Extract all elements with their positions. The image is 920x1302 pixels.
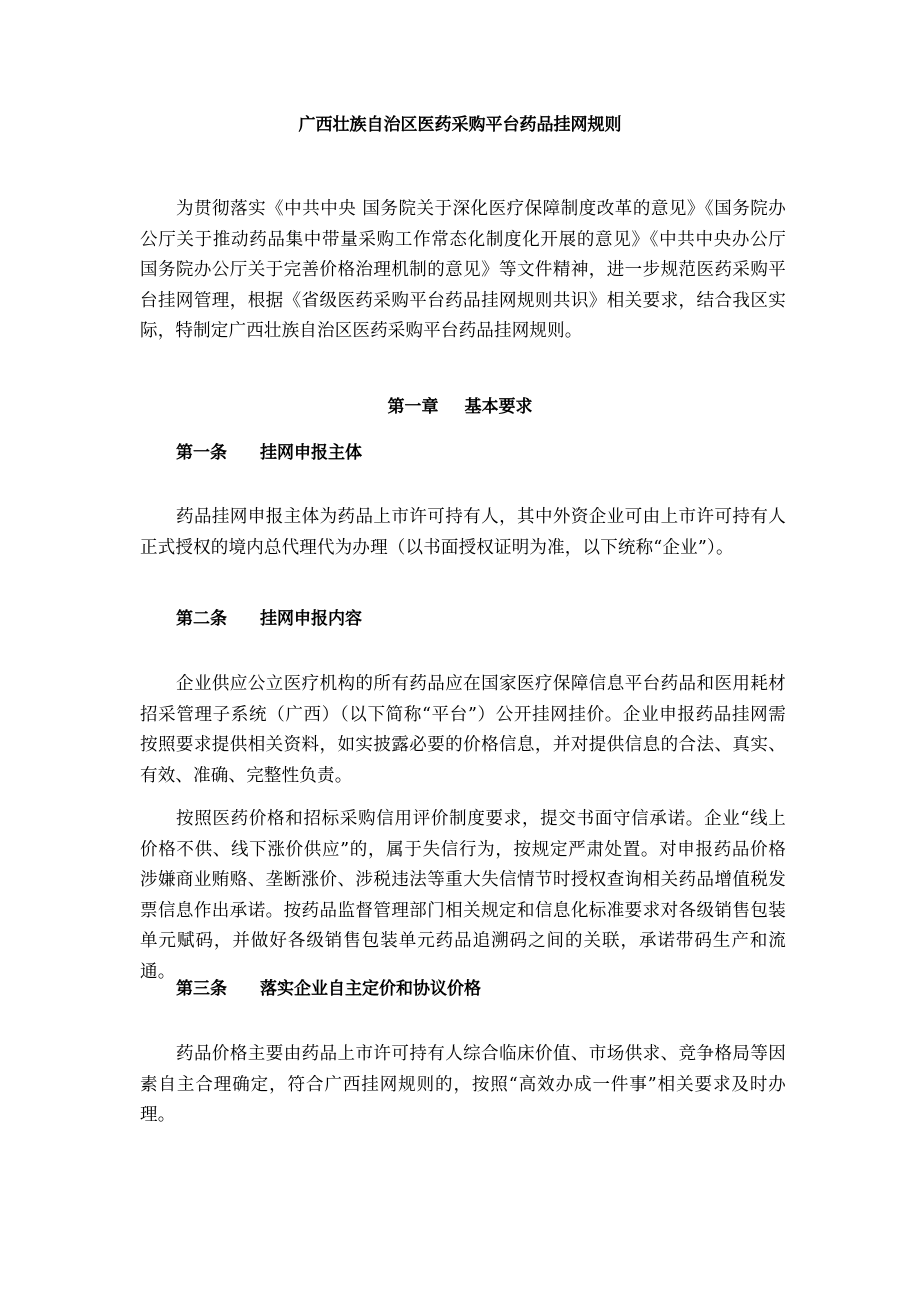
document-title: 广西壮族自治区医药采购平台药品挂网规则 — [298, 115, 622, 135]
article-heading — [176, 976, 776, 1002]
article-number: 第一条 — [176, 443, 227, 463]
article-title: 挂网申报主体 — [260, 443, 362, 463]
preamble-paragraph: 为贯彻落实《中共中央 国务院关于深化医疗保障制度改革的意见》《国务院办公厅关于推动药品集中带量采购工作常态化制度化开展的意见》《中共中央办公厅 国务院办公厅关于完善价格治理机制的意见》等文件精神，进一步规范医药采购平台挂网管理，根据《省级医药采购平台药品挂网规则共识》相关要求，结合我区实际，特制定广西壮族自治区医药采购平台药品挂网规则。 — [140, 199, 804, 341]
article-title: 挂网申报内容 — [260, 609, 362, 629]
article-paragraph: 药品挂网申报主体为药品上市许可持有人，其中外资企业可由上市许可持有人正式授权的境内总代理代为办理（以书面授权证明为准，以下统称“企业”）。 — [140, 507, 786, 558]
article-number: 第二条 — [176, 609, 227, 629]
article-paragraph: 企业供应公立医疗机构的所有药品应在国家医疗保障信息平台药品和医用耗材招采管理子系统（广西）（以下简称“平台”）公开挂网挂价。企业申报药品挂网需按照要求提供相关资料，如实披露必要的价格信息，并对提供信息的合法、真实、有效、准确、完整性负责。 — [140, 674, 786, 786]
article-heading — [176, 440, 776, 466]
article-paragraph: 药品价格主要由药品上市许可持有人综合临床价值、市场供求、竞争格局等因素自主合理确定，符合广西挂网规则的，按照“高效办成一件事”相关要求及时办理。 — [140, 1044, 786, 1125]
chapter-heading: 第一章 基本要求 — [387, 397, 533, 417]
article-number: 第三条 — [176, 979, 227, 999]
article-paragraph: 按照医药价格和招标采购信用评价制度要求，提交书面守信承诺。企业“线上价格不供、线下涨价供应”的，属于失信行为，按规定严肃处置。对申报药品价格涉嫌商业贿赂、垄断涨价、涉税违法等重大失信情节时授权查询相关药品增值税发票信息作出承诺。按药品监督管理部门相关规定和信息化标准要求对各级销售包装单元赋码，并做好各级销售包装单元药品追溯码之间的关联，承诺带码生产和流通。 — [140, 809, 786, 982]
article-heading — [176, 606, 776, 632]
article-title: 落实企业自主定价和协议价格 — [260, 979, 481, 999]
